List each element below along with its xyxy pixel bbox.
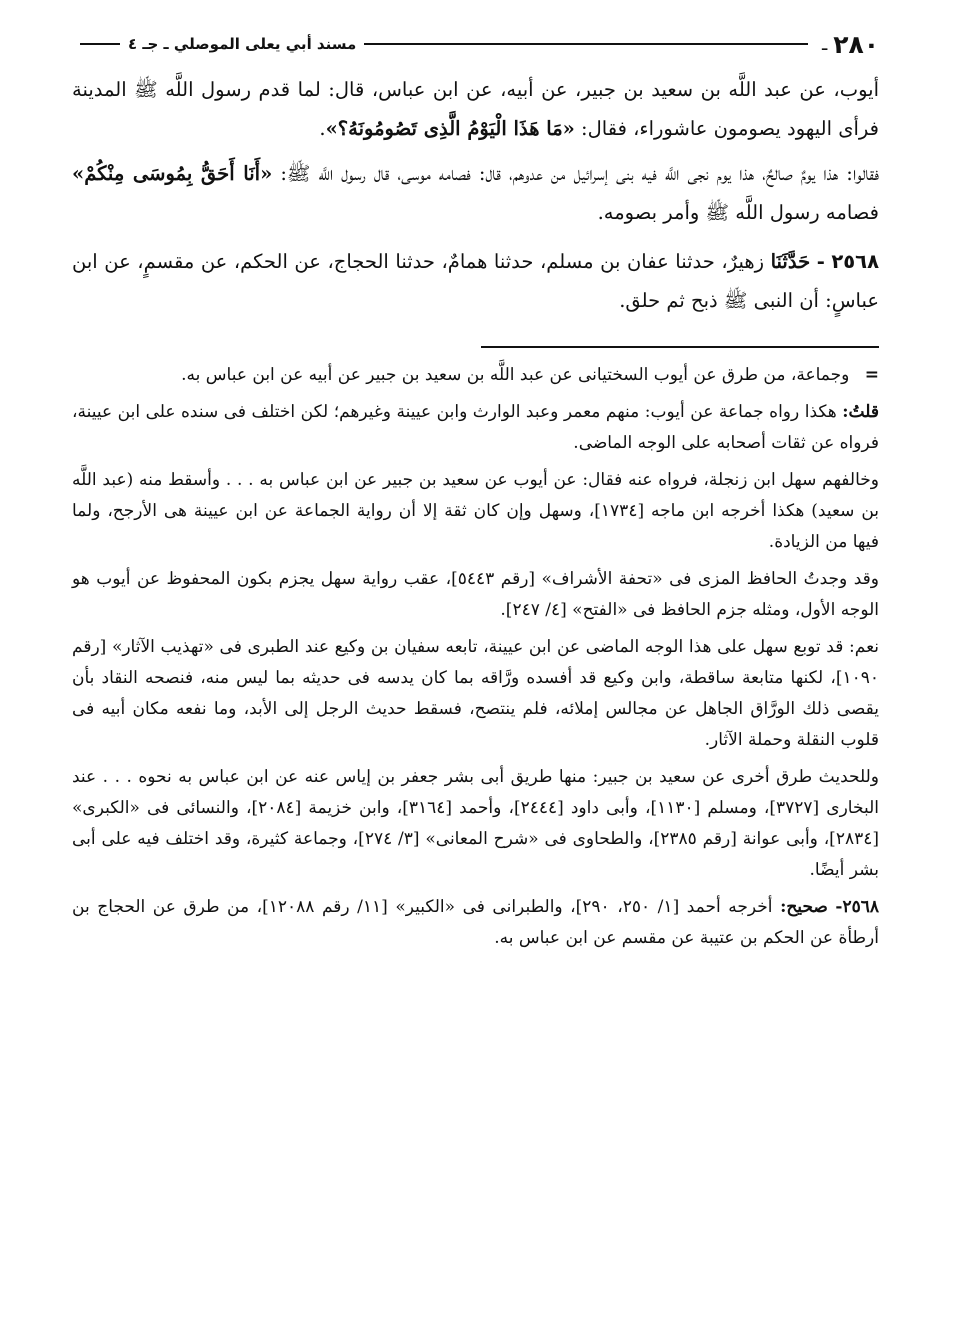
header-rule-end [80, 43, 120, 45]
main-p1: أيوب، عن عبد اللَّه بن سعيد بن جبير، عن أبيه، عن ابن عباس، قال: لما قدم رسول اللَّه ﷺ المدينة فرأى اليهود يصومون عاشوراء، فقال: [72, 78, 879, 140]
footnote-text: وقد وجدتُ الحافظ المزى فى «تحفة الأشراف» [رقم ٥٤٤٣]، عقب رواية سهل يجزم بكون المحفوظ عن أيوب هو الوجه الأول، ومثله جزم الحافظ فى «الفتح» [٤/ ٢٤٧]. [72, 569, 879, 620]
main-text [72, 70, 879, 320]
page-header [72, 26, 879, 62]
hadith-keyword: حَدَّثَنَا [770, 250, 811, 273]
footnote-text: وجماعة، من طرق عن أيوب السختيانى عن عبد اللَّه بن سعيد بن جبير عن أبيه عن ابن عباس به. [181, 365, 850, 385]
main-p1-quote: «مَا هَذَا الْيَوْمُ الَّذِى تَصُومُونَهُ؟» [325, 117, 575, 140]
footnote [72, 360, 879, 391]
footnote [72, 762, 879, 886]
header-dash: ـ [821, 33, 828, 55]
hadith-text: زهيرٌ، حدثنا عفان بن مسلم، حدثنا همامٌ، حدثنا الحجاج، عن الحكم، عن مقسمٍ، عن ابن عباسٍ: أن النبى ﷺ ذبح ثم حلق. [72, 250, 879, 312]
book-page [72, 26, 879, 960]
main-p1-end: . [319, 117, 326, 140]
main-paragraph [72, 70, 879, 148]
footnote-text: هكذا رواه جماعة عن أيوب: منهم معمر وعبد الوارث وابن عيينة وغيرهم؛ لكن اختلف فى سنده على ابن عيينة، فرواه عن ثقات أصحابه على الوجه الماضى. [72, 402, 879, 453]
main-p2-end: فصامه رسول اللَّه ﷺ وأمر بصومه. [597, 201, 879, 224]
footnote-number: ٢٥٦٨- [835, 897, 879, 917]
footnote-keyword: صحيح: [780, 897, 828, 917]
footnote [72, 465, 879, 558]
main-paragraph [72, 154, 879, 232]
footnote-text: وخالفهم سهل ابن زنجلة، فرواه عنه فقال: عن أيوب عن سعيد بن جبير عن ابن عباس به . . . وأسقط منه (عبد اللَّه بن سعيد) هكذا أخرجه ابن ماجه [١٧٣٤]، وسهل وإن كان ثقة إلا أن رواية الجماعة عن ابن عيينة هى الأرجح، ولما فيها من الزيادة. [72, 470, 879, 552]
hadith-dash: - [816, 250, 825, 273]
page-number: ٢٨٠ [833, 29, 879, 59]
footnote-text: وللحديث طرق أخرى عن سعيد بن جبير: منها طريق أبى بشر جعفر بن إياس عنه عن ابن عباس به نحوه . . . عند البخارى [٣٧٢٧]، ومسلم [١١٣٠]، وأبى داود [٢٤٤٤]، وأحمد [٣١٦٤]، وابن خزيمة [٢٠٨٤]، والنسائى فى «الكبرى» [٢٨٣٤]، وأبى عوانة [رقم ٢٣٨٥]، والطحاوى فى «شرح المعانى» [٣/ ٢٧٤]، وجماعة كثيرة، وقد اختلف فيه على أبى بشر أيضًا. [72, 767, 879, 880]
continuation-mark: = [864, 365, 879, 385]
header-rule [364, 43, 808, 45]
footnote [72, 397, 879, 459]
footnote-separator [481, 346, 879, 348]
footnote [72, 564, 879, 626]
footnote-keyword: قلتُ: [842, 402, 880, 422]
main-p2: فقالوا: هذا يومٌ صالحٌ، هذا يوم نجى اللَّه فيه بنى إسرائيل من عدوهم، قال: فصامه موسى، قال رسول اللَّه ﷺ: [280, 162, 879, 185]
book-title: مسند أبي يعلى الموصلي ـ جـ ٤ [128, 35, 357, 53]
footnotes [72, 360, 879, 954]
hadith-paragraph [72, 242, 879, 320]
footnote [72, 892, 879, 954]
footnote [72, 632, 879, 756]
footnote-text: نعم: قد توبع سهل على هذا الوجه الماضى عن ابن عيينة، تابعه سفيان بن وكيع عند الطبرى فى «تهذيب الآثار» [رقم ١٠٩٠]، لكنها متابعة ساقطة، وابن وكيع قد أفسده ورَّاقه بما كان يدسه فى حديثه بما ليس منه، فنصحه النقاد بأن يقصى ذلك الورَّاق الجاهل عن مجالس إملائه، فلم ينتصح، فسقط حديث الرجل إلى الأبد، وما نفعه مكان أبيه فى قلوب النقلة وحملة الآثار. [72, 637, 879, 750]
footnote-text: أخرجه أحمد [١/ ٢٥٠، ٢٩٠]، والطبرانى فى «الكبير» [١١/ رقم ١٢٠٨٨]، من طرق عن الحجاج بن أرطأة عن الحكم بن عتيبة عن مقسم عن ابن عباس به. [72, 897, 879, 948]
main-p2-quote: «أَنَا أَحَقُّ بِمُوسَى مِنْكُمْ» [72, 162, 273, 185]
hadith-number: ٢٥٦٨ [831, 250, 879, 273]
